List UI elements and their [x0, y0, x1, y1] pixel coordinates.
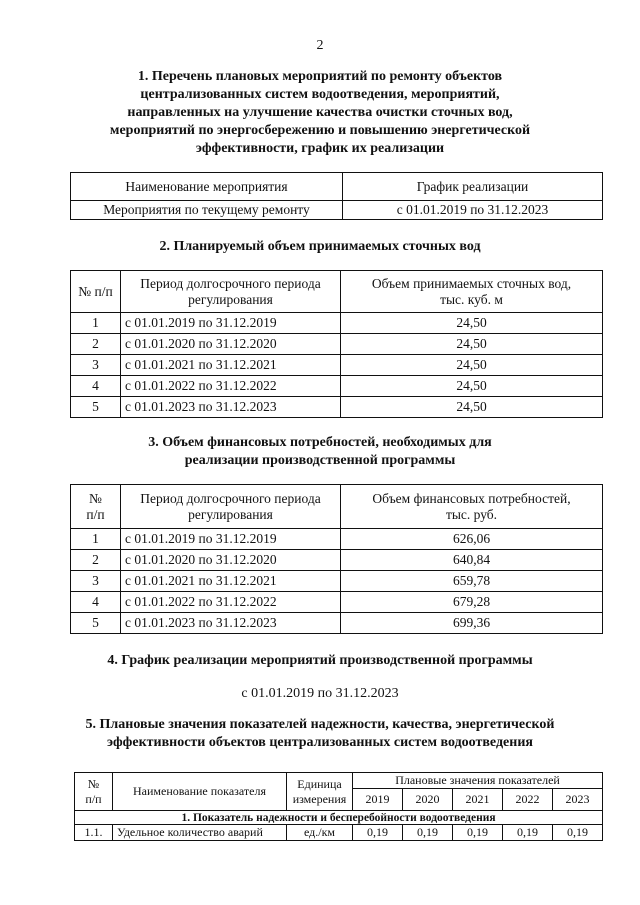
cell-period: с 01.01.2021 по 31.12.2021	[121, 571, 341, 592]
col-header-finance	[341, 485, 603, 529]
table-row	[71, 550, 603, 571]
cell-value: 24,50	[341, 355, 603, 376]
col-header-name: Наименование мероприятия	[71, 173, 343, 201]
cell-name: Мероприятия по текущему ремонту	[71, 201, 343, 220]
heading-line: реализации производственной программы	[184, 453, 456, 468]
header-line: измерения	[292, 791, 347, 806]
heading-line: 5. Плановые значения показателей надежности, качества, энергетической	[85, 717, 555, 732]
cell-num: 4	[71, 376, 121, 397]
table-header-row	[75, 773, 603, 789]
header-line: №	[89, 490, 102, 506]
header-line: Период долгосрочного периода	[140, 275, 321, 291]
col-header-unit	[287, 773, 353, 811]
col-header-schedule: График реализации	[343, 173, 603, 201]
cell-period: с 01.01.2020 по 31.12.2020	[121, 550, 341, 571]
cell-value: 24,50	[341, 313, 603, 334]
heading-line: мероприятий по энергосбережению и повышению энергетической	[109, 123, 531, 138]
cell-value: 640,84	[341, 550, 603, 571]
cell-num: 1	[71, 529, 121, 550]
cell-period: с 01.01.2019 по 31.12.2019	[121, 313, 341, 334]
section4-heading: 4. График реализации мероприятий производственной программы	[107, 653, 533, 668]
cell-schedule: с 01.01.2019 по 31.12.2023	[343, 201, 603, 220]
col-header-num: № п/п	[71, 271, 121, 313]
header-line: №	[87, 776, 100, 791]
cell-value: 24,50	[341, 397, 603, 418]
cell-num: 4	[71, 592, 121, 613]
heading-line: направленных на улучшение качества очистки сточных вод,	[127, 105, 513, 120]
header-line: п/п	[85, 791, 102, 806]
cell-value: 679,28	[341, 592, 603, 613]
cell-period: с 01.01.2022 по 31.12.2022	[121, 376, 341, 397]
col-header-period	[121, 485, 341, 529]
cell-period: с 01.01.2021 по 31.12.2021	[121, 355, 341, 376]
cell-num: 2	[71, 550, 121, 571]
cell-value: 626,06	[341, 529, 603, 550]
cell-period: с 01.01.2023 по 31.12.2023	[121, 397, 341, 418]
group-title: 1. Показатель надежности и бесперебойности водоотведения	[75, 811, 603, 825]
cell-value: 24,50	[341, 376, 603, 397]
cell-period: с 01.01.2022 по 31.12.2022	[121, 592, 341, 613]
col-header-num	[75, 773, 113, 811]
table-row	[71, 201, 603, 220]
table-group-row	[75, 811, 603, 825]
table-row	[75, 825, 603, 841]
section1-heading	[0, 68, 640, 158]
cell-period: с 01.01.2023 по 31.12.2023	[121, 613, 341, 634]
cell-num: 1.1.	[75, 825, 113, 841]
cell-num: 3	[71, 571, 121, 592]
table-header-row	[71, 485, 603, 529]
col-header-year: 2022	[503, 789, 553, 811]
col-header-num	[71, 485, 121, 529]
cell-indicator: Удельное количество аварий	[113, 825, 287, 841]
section5-heading	[0, 716, 640, 752]
page-number: 2	[316, 38, 324, 53]
table-header-row	[71, 271, 603, 313]
table-row	[71, 613, 603, 634]
section5-table	[74, 772, 603, 841]
cell-value: 699,36	[341, 613, 603, 634]
header-line: Единица	[297, 776, 342, 791]
header-line: тыс. руб.	[445, 506, 498, 522]
header-line: регулирования	[188, 291, 273, 307]
cell-num: 2	[71, 334, 121, 355]
cell-num: 3	[71, 355, 121, 376]
col-header-period	[121, 271, 341, 313]
heading-line: централизованных систем водоотведения, мероприятий,	[140, 87, 500, 102]
section2-table	[70, 270, 603, 418]
header-line: п/п	[86, 506, 105, 522]
cell-num: 5	[71, 397, 121, 418]
cell-num: 5	[71, 613, 121, 634]
table-row	[71, 592, 603, 613]
header-line: Период долгосрочного периода	[140, 490, 321, 506]
cell-value: 659,78	[341, 571, 603, 592]
table-header-row	[71, 173, 603, 201]
cell-value: 0,19	[503, 825, 553, 841]
header-line: Объем финансовых потребностей,	[372, 490, 571, 506]
cell-period: с 01.01.2020 по 31.12.2020	[121, 334, 341, 355]
header-line: Объем принимаемых сточных вод,	[371, 275, 572, 291]
col-header-indicator: Наименование показателя	[113, 773, 287, 811]
section3-heading	[0, 434, 640, 470]
heading-line: эффективности, график их реализации	[195, 141, 445, 156]
cell-unit: ед./км	[287, 825, 353, 841]
col-header-volume	[341, 271, 603, 313]
heading-line: 1. Перечень плановых мероприятий по ремонту объектов	[137, 69, 503, 84]
cell-value: 0,19	[553, 825, 603, 841]
col-header-year: 2021	[453, 789, 503, 811]
header-line: тыс. куб. м	[440, 291, 503, 307]
col-header-year: 2019	[353, 789, 403, 811]
heading-line: 3. Объем финансовых потребностей, необходимых для	[148, 435, 492, 450]
table-row	[71, 334, 603, 355]
table-row	[71, 571, 603, 592]
col-header-planned: Плановые значения показателей	[353, 773, 603, 789]
cell-period: с 01.01.2019 по 31.12.2019	[121, 529, 341, 550]
header-line: регулирования	[188, 506, 273, 522]
col-header-year: 2023	[553, 789, 603, 811]
section2-heading: 2. Планируемый объем принимаемых сточных вод	[159, 239, 481, 254]
cell-value: 0,19	[403, 825, 453, 841]
cell-value: 24,50	[341, 334, 603, 355]
cell-num: 1	[71, 313, 121, 334]
cell-value: 0,19	[453, 825, 503, 841]
heading-line: эффективности объектов централизованных систем водоотведения	[107, 735, 533, 750]
section1-table	[70, 172, 603, 220]
table-row	[71, 376, 603, 397]
col-header-year: 2020	[403, 789, 453, 811]
section3-table	[70, 484, 603, 634]
cell-value: 0,19	[353, 825, 403, 841]
section4-period: с 01.01.2019 по 31.12.2023	[241, 686, 399, 701]
table-row	[71, 355, 603, 376]
table-row	[71, 397, 603, 418]
table-row	[71, 313, 603, 334]
table-row	[71, 529, 603, 550]
